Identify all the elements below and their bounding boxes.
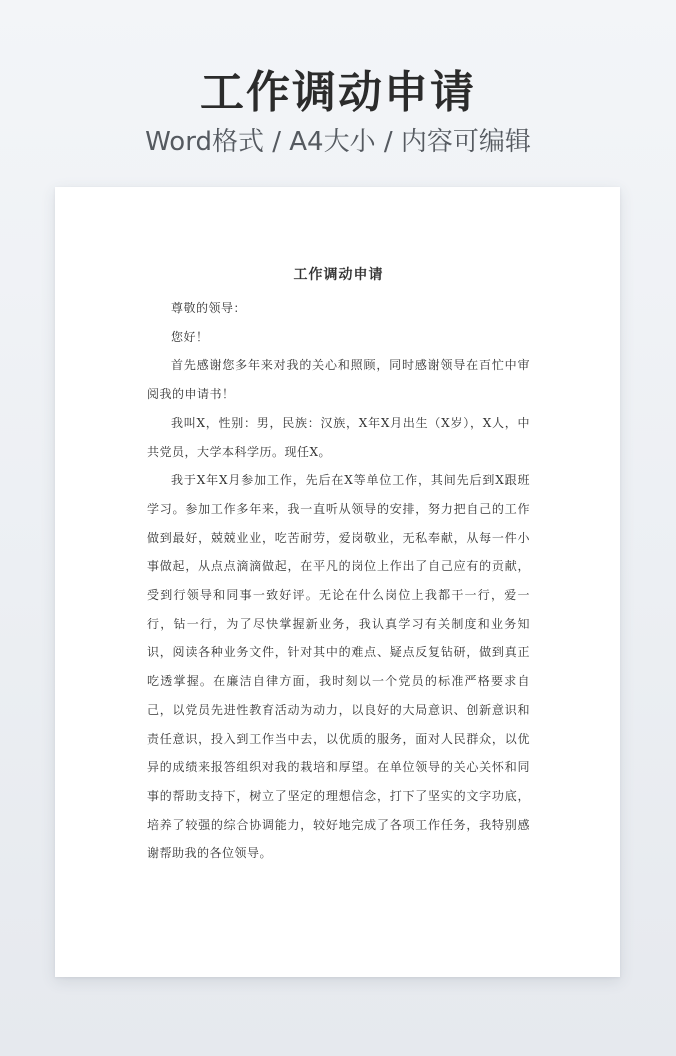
greeting: 您好！ [171, 329, 209, 344]
paragraph: 我于X年X月参加工作，先后在X等单位工作，其间先后到X跟班学习。参加工作多年来，我一直听从领导的安排，努力把自己的工作做到最好，兢兢业业，吃苦耐劳，爱岗敬业，无私奉献，从每一件小事做起，从点点滴滴做起，在平凡的岗位上作出了自己应有的贡献，受到行领导和同事一致好评。无论在什么岗位上我都干一行，爱一行，钻一行，为了尽快掌握新业务，我认真学习有关制度和业务知识，阅读各种业务文件，针对其中的难点、疑点反复钻研，做到真正吃透掌握。在廉洁自律方面，我时刻以一个党员的标准严格要求自己，以党员先进性教育活动为动力，以良好的大局意识、创新意识和责任意识，投入到工作当中去，以优质的服务，面对人民群众，以优异的成绩来报答组织对我的栽培和厚望。在单位领导的关心关怀和同事的帮助支持下，树立了坚定的理想信念，打下了坚实的文字功底，培养了较强的综合协调能力，较好地完成了各项工作任务，我特别感谢帮助我的各位领导。 [147, 473, 530, 861]
document-body [147, 265, 530, 868]
paragraph: 首先感谢您多年来对我的关心和照顾，同时感谢领导在百忙中审阅我的申请书！ [147, 358, 530, 402]
document-page [55, 187, 620, 977]
banner-title: 工作调动申请 [200, 67, 476, 118]
banner-subtitle: Word格式 / A4大小 / 内容可编辑 [145, 127, 531, 157]
header-banner [0, 62, 676, 160]
document-title: 工作调动申请 [293, 267, 384, 283]
paragraph: 我叫X，性别：男，民族：汉族，X年X月出生（X岁），X人，中共党员，大学本科学历。现任X。 [147, 415, 530, 459]
salutation: 尊敬的领导： [171, 301, 247, 315]
